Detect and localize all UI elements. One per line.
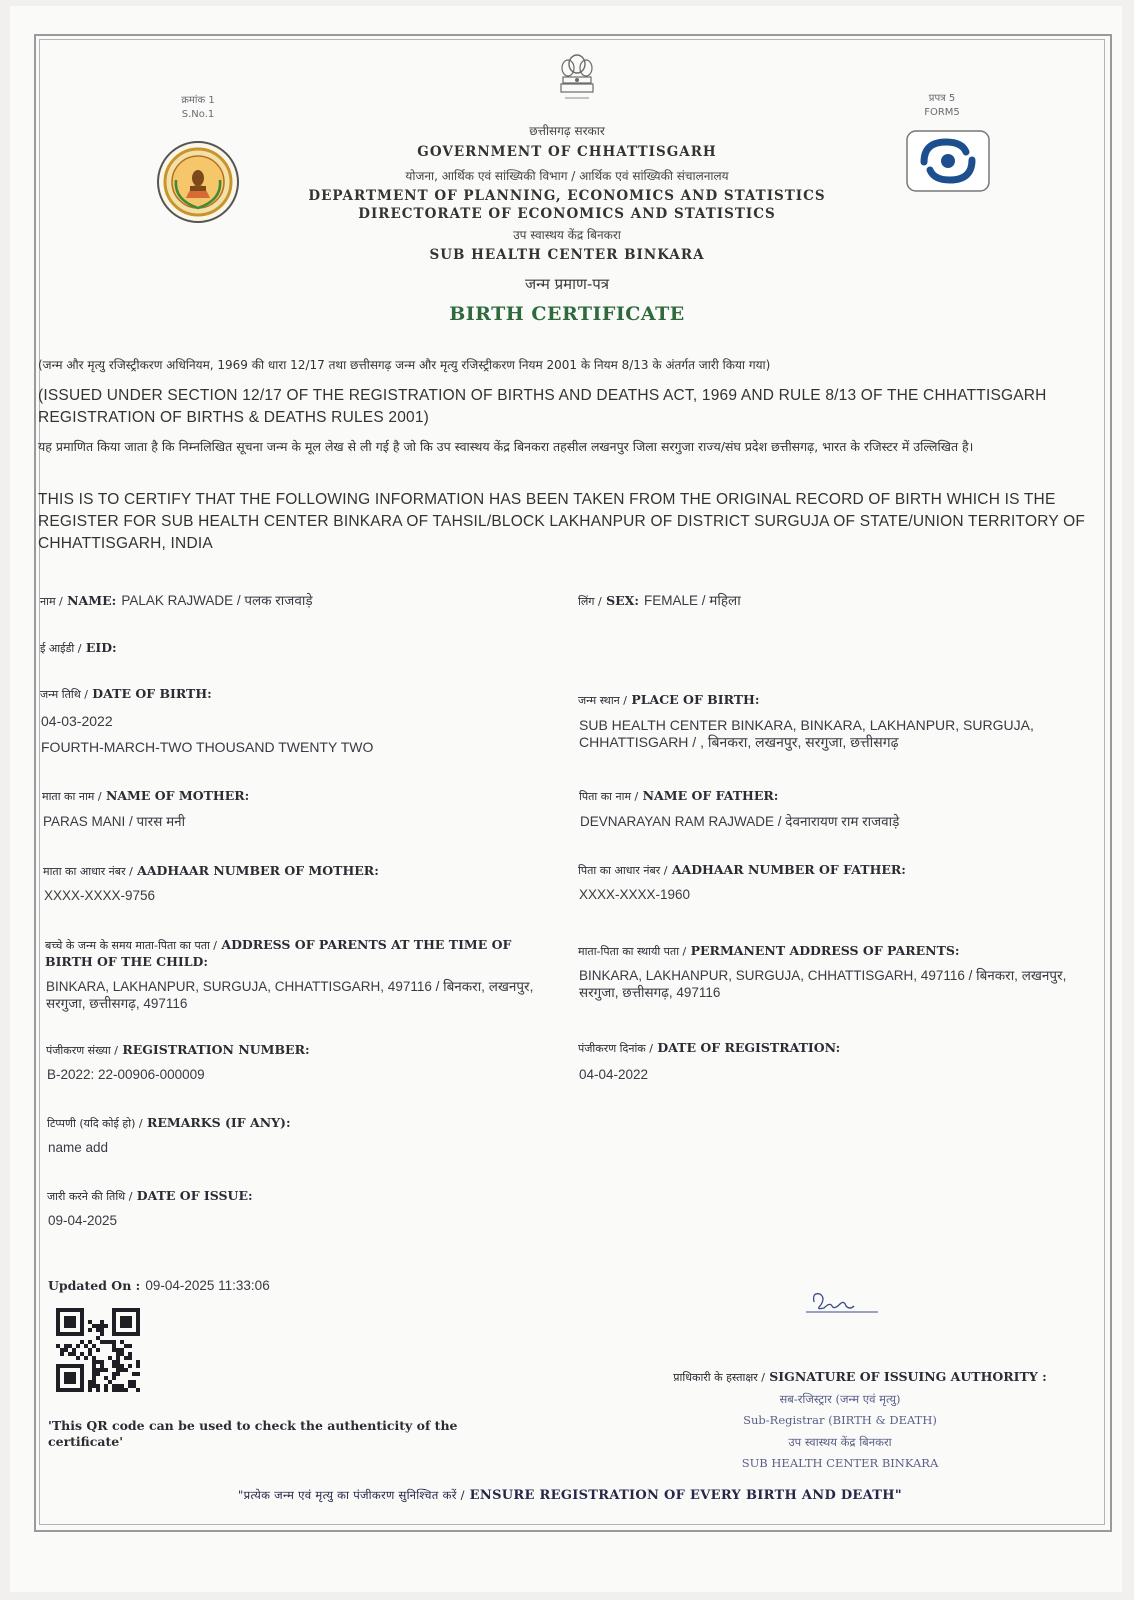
father-label-hi: पिता का नाम / — [579, 790, 639, 803]
sex-field — [578, 590, 1078, 610]
reg-date-label-hi: पंजीकरण दिनांक / — [578, 1042, 653, 1055]
dept-hindi: योजना, आर्थिक एवं सांख्यिकी विभाग / आर्थिक एवं सांख्यिकी संचालनालय — [405, 169, 729, 183]
signature-authority-label — [620, 1366, 1100, 1386]
title-hindi: जन्म प्रमाण-पत्र — [524, 275, 610, 293]
chhattisgarh-seal-icon — [156, 140, 240, 224]
reg-date-value: 04-04-2022 — [579, 1067, 649, 1082]
reg-no-label — [46, 1042, 546, 1059]
name-label-hi: नाम / — [40, 595, 63, 608]
certify-english: THIS IS TO CERTIFY THAT THE FOLLOWING INFORMATION HAS BEEN TAKEN FROM THE ORIGINAL RECORD OF BIRTH WHICH IS THE REGISTER FOR SUB HEALTH CENTER BINKARA OF TAHSIL/BLOCK LAKHANPUR OF DISTRICT SURGUJA OF STATE/UNION TERRITORY OF CHHATTISGARH, INDIA — [38, 491, 1086, 552]
aadhaar-mother-label-en: AADHAAR NUMBER OF MOTHER: — [137, 863, 379, 878]
reg-no-value: B-2022: 22-00906-000009 — [47, 1067, 205, 1082]
form-number — [912, 92, 972, 120]
remarks-value: name add — [48, 1140, 109, 1155]
eid-label-hi: ई आईडी / — [40, 642, 82, 655]
pob-value: SUB HEALTH CENTER BINKARA, BINKARA, LAKHANPUR, SURGUJA, CHHATTISGARH / , बिनकरा, लखनपुर, सरगुजा, छत्तीसगढ़ — [579, 717, 1034, 750]
aadhaar-father-label-en: AADHAAR NUMBER OF FATHER: — [671, 862, 906, 877]
sig-label-hi: प्राधिकारी के हस्ताक्षर / — [673, 1371, 765, 1384]
aadhaar-father-value: XXXX-XXXX-1960 — [579, 887, 691, 902]
sex-label: SEX: — [606, 593, 639, 608]
mother-label — [42, 788, 542, 805]
directorate-english: DIRECTORATE OF ECONOMICS AND STATISTICS — [358, 206, 776, 222]
govt-english: GOVERNMENT OF CHHATTISGARH — [417, 144, 717, 160]
aadhaar-father-label-hi: पिता का आधार नंबर / — [578, 864, 668, 877]
dob-value: 04-03-2022 — [41, 713, 113, 729]
slogan-hindi: "प्रत्येक जन्म एवं मृत्यु का पंजीकरण सुनिश्चित करें / — [238, 1488, 465, 1502]
form-hi: प्रपत्र 5 — [928, 93, 956, 104]
addr-perm-label-en: PERMANENT ADDRESS OF PARENTS: — [690, 943, 960, 958]
govt-hindi: छत्तीसगढ़ सरकार — [529, 124, 605, 138]
reg-no-label-en: REGISTRATION NUMBER: — [122, 1042, 310, 1057]
aadhaar-father-label — [578, 862, 1078, 879]
father-label-en: NAME OF FATHER: — [642, 788, 779, 803]
center-hindi: उप स्वास्थय केंद्र बिनकरा — [513, 228, 621, 242]
name-label: NAME: — [67, 593, 117, 608]
updated-value: 09-04-2025 11:33:06 — [145, 1278, 270, 1293]
form-en: FORM5 — [924, 107, 960, 118]
issue-label-en: DATE OF ISSUE: — [136, 1188, 253, 1203]
addr-birth-label-en: ADDRESS OF PARENTS AT THE TIME OF BIRTH OF THE CHILD: — [45, 937, 512, 969]
pob-label-hi: जन्म स्थान / — [578, 694, 627, 707]
sig-center-hindi: उप स्वास्थय केंद्र बिनकरा — [788, 1435, 892, 1449]
certify-hindi: यह प्रमाणित किया जाता है कि निम्नलिखित सूचना जन्म के मूल लेख से ली गई है जो कि उप स्वास्थय केंद्र बिनकरा तहसील लखनपुर जिला सरगुजा राज्य/संघ प्रदेश छत्तीसगढ़, भारत के रजिस्टर में उल्लिखित है। — [38, 439, 974, 454]
aadhaar-mother-value: XXXX-XXXX-9756 — [44, 888, 156, 903]
addr-perm-value: BINKARA, LAKHANPUR, SURGUJA, CHHATTISGARH, 497116 / बिनकरा, लखनपुर, सरगुजा, छत्तीसगढ़, 497116 — [579, 968, 1067, 1000]
issue-label — [47, 1188, 547, 1205]
sex-label-hi: लिंग / — [578, 595, 602, 608]
pob-label — [578, 692, 1078, 709]
qr-code-icon[interactable] — [56, 1308, 140, 1392]
serial-en: S.No.1 — [181, 109, 215, 120]
remarks-label-en: REMARKS (IF ANY): — [146, 1115, 291, 1130]
sex-value: FEMALE / महिला — [644, 593, 741, 608]
signature-icon — [800, 1288, 880, 1318]
addr-perm-label — [578, 943, 1078, 960]
mother-label-en: NAME OF MOTHER: — [105, 788, 250, 803]
aadhaar-mother-label — [43, 863, 543, 880]
updated-on — [48, 1275, 448, 1294]
footer-slogan — [120, 1488, 1020, 1503]
addr-perm-label-hi: माता-पिता का स्थायी पता / — [578, 945, 687, 958]
slogan-english: ENSURE REGISTRATION OF EVERY BIRTH AND DEATH" — [469, 1488, 902, 1503]
name-value: PALAK RAJWADE / पलक राजवाड़े — [121, 593, 313, 608]
father-value: DEVNARAYAN RAM RAJWADE / देवनारायण राम राजवाड़े — [580, 814, 900, 829]
national-emblem-icon — [555, 52, 599, 106]
dob-label-hi: जन्म तिथि / — [40, 688, 88, 701]
certificate-title: BIRTH CERTIFICATE — [449, 303, 685, 325]
dob-label-en: DATE OF BIRTH: — [92, 686, 212, 701]
remarks-label — [47, 1115, 547, 1132]
reg-no-label-hi: पंजीकरण संख्या / — [46, 1044, 118, 1057]
eid-field — [40, 640, 340, 657]
addr-birth-value: BINKARA, LAKHANPUR, SURGUJA, CHHATTISGARH, 497116 / बिनकरा, लखनपुर, सरगुजा, छत्तीसगढ़, 497116 — [46, 979, 534, 1011]
remarks-label-hi: टिप्पणी (यदि कोई हो) / — [47, 1117, 143, 1130]
reg-date-label — [578, 1040, 1078, 1057]
name-field — [40, 590, 560, 610]
aadhaar-mother-label-hi: माता का आधार नंबर / — [43, 865, 133, 878]
mother-label-hi: माता का नाम / — [42, 790, 102, 803]
sig-center-english: SUB HEALTH CENTER BINKARA — [741, 1456, 939, 1470]
act-english: (ISSUED UNDER SECTION 12/17 OF THE REGISTRATION OF BIRTHS AND DEATHS ACT, 1969 AND RULE 8/13 OF THE CHHATTISGARH REGISTRATION OF BIRTHS & DEATHS RULES 2001) — [38, 387, 1047, 426]
dob-words: FOURTH-MARCH-TWO THOUSAND TWENTY TWO — [41, 739, 374, 755]
qr-note: 'This QR code can be used to check the authenticity of the certificate' — [48, 1418, 458, 1449]
addr-birth-label-hi: बच्चे के जन्म के समय माता-पिता का पता / — [45, 939, 218, 952]
dept-english: DEPARTMENT OF PLANNING, ECONOMICS AND STATISTICS — [308, 188, 826, 204]
sub-registrar-english: Sub-Registrar (BIRTH & DEATH) — [743, 1413, 937, 1427]
dob-label — [40, 686, 540, 703]
center-english: SUB HEALTH CENTER BINKARA — [429, 247, 705, 263]
father-label — [579, 788, 1079, 805]
serial-number — [168, 94, 228, 122]
sub-registrar-hindi: सब-रजिस्ट्रार (जन्म एवं मृत्यु) — [779, 1392, 901, 1406]
serial-hi: क्रमांक 1 — [181, 95, 215, 106]
updated-label: Updated On : — [48, 1278, 141, 1293]
reg-date-label-en: DATE OF REGISTRATION: — [657, 1040, 841, 1055]
mother-value: PARAS MANI / पारस मनी — [43, 814, 186, 829]
pob-label-en: PLACE OF BIRTH: — [631, 692, 760, 707]
issue-value: 09-04-2025 — [48, 1213, 118, 1228]
eid-label: EID: — [85, 640, 117, 655]
sig-label-en: SIGNATURE OF ISSUING AUTHORITY : — [769, 1369, 1047, 1384]
addr-birth-label — [45, 937, 555, 970]
issue-label-hi: जारी करने की तिथि / — [47, 1190, 133, 1203]
act-hindi: (जन्म और मृत्यु रजिस्ट्रीकरण अधिनियम, 1969 की धारा 12/17 तथा छत्तीसगढ़ जन्म और मृत्यु रजिस्ट्रीकरण नियम 2001 के नियम 8/13 के अंतर्गत जारी किया गया) — [38, 358, 771, 372]
crs-logo-icon — [906, 130, 990, 192]
